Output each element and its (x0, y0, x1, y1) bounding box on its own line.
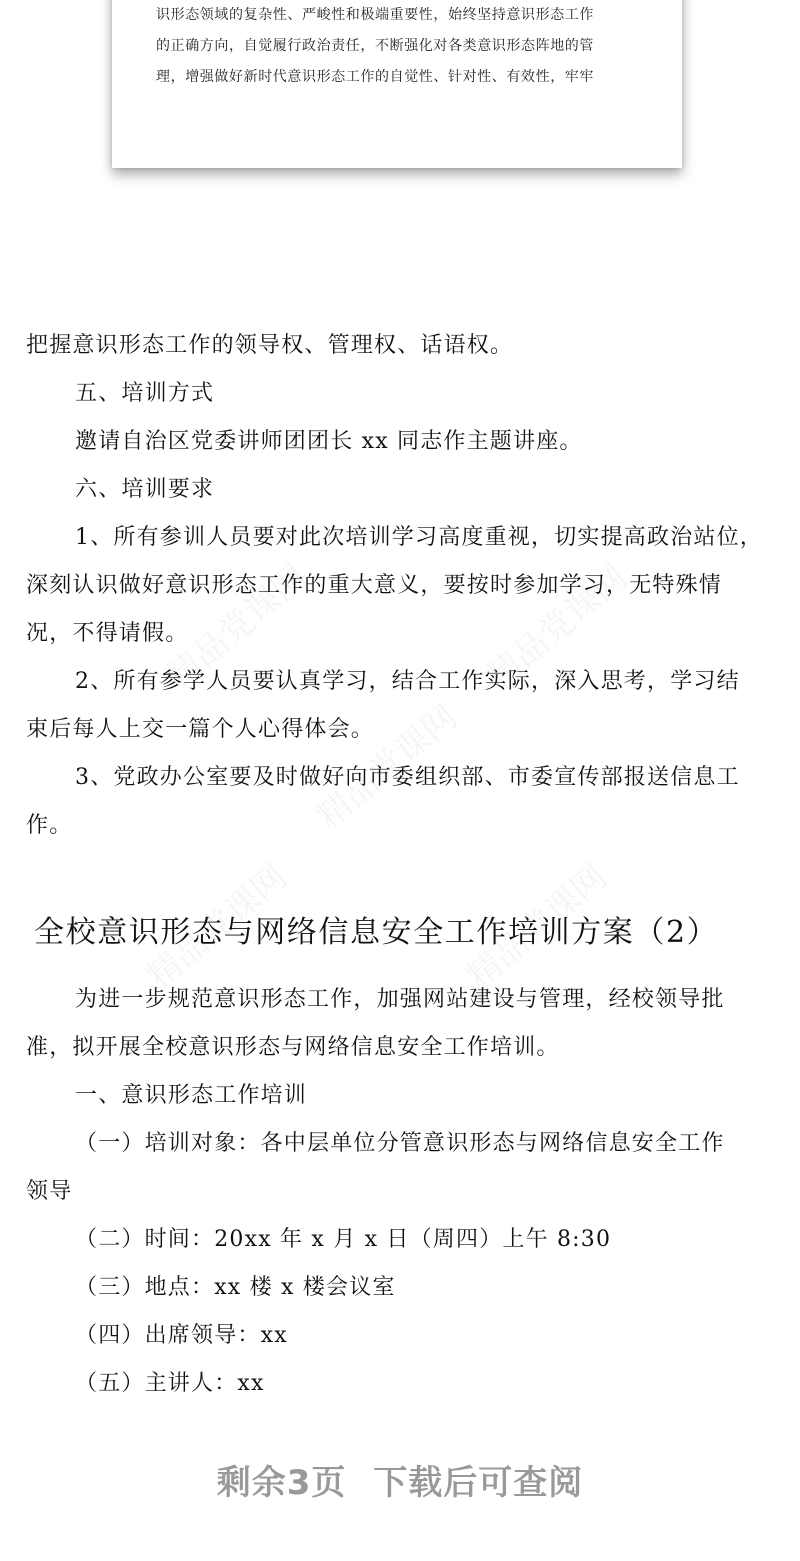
paragraph-line: 3、党政办公室要及时做好向市委组织部、市委宣传部报送信息工 (75, 765, 740, 790)
download-to-view-text: 下载后可查阅 (373, 1463, 584, 1503)
paragraph-line: 准，拟开展全校意识形态与网络信息安全工作培训。 (26, 1035, 560, 1060)
heading-ideology-training: 一、意识形态工作培训 (75, 1083, 308, 1108)
document-body-section1 (26, 322, 778, 850)
paragraph-line: 邀请自治区党委讲师团团长 xx 同志作主题讲座。 (75, 429, 583, 454)
paragraph-line: 深刻认识做好意识形态工作的重大意义，要按时参加学习，无特殊情 (26, 573, 723, 598)
paragraph-line: 1、所有参训人员要对此次培训学习高度重视，切实提高政治站位， (75, 525, 763, 550)
preview-line: 理，增强做好新时代意识形态工作的自觉性、针对性、有效性，牢牢 (156, 69, 594, 85)
paragraph-line: （四）出席领导：xx (75, 1323, 288, 1348)
paragraph-line: 作。 (26, 813, 73, 838)
paragraph-line: （五）主讲人：xx (75, 1371, 265, 1396)
document-preview-card (112, 0, 682, 168)
preview-text (156, 0, 646, 93)
paragraph-line: 为进一步规范意识形态工作，加强网站建设与管理，经校领导批 (75, 987, 725, 1012)
paragraph-line: （三）地点：xx 楼 x 楼会议室 (75, 1275, 396, 1300)
paragraph-line: （二）时间：20xx 年 x 月 x 日（周四）上午 8:30 (75, 1227, 612, 1252)
paragraph-line: 领导 (26, 1179, 73, 1204)
paragraph-line: 束后每人上交一篇个人心得体会。 (26, 717, 375, 742)
preview-line: 的正确方向，自觉履行政治责任，不断强化对各类意识形态阵地的管 (156, 38, 594, 54)
paragraph-line: 况，不得请假。 (26, 621, 189, 646)
preview-line: 识形态领域的复杂性、严峻性和极端重要性，始终坚持意识形态工作 (156, 7, 594, 23)
paragraph-line: 把握意识形态工作的领导权、管理权、话语权。 (26, 333, 514, 358)
paragraph-line: （一）培训对象：各中层单位分管意识形态与网络信息安全工作 (75, 1131, 725, 1156)
heading-training-method: 五、培训方式 (75, 381, 215, 406)
document-title: 全校意识形态与网络信息安全工作培训方案（2） (34, 915, 719, 950)
document-body-section2 (26, 976, 778, 1408)
download-prompt[interactable] (0, 1456, 800, 1510)
heading-training-requirements: 六、培训要求 (75, 477, 215, 502)
paragraph-line: 2、所有参学人员要认真学习，结合工作实际，深入思考，学习结 (75, 669, 740, 694)
remaining-pages-text: 剩余3页 (216, 1463, 347, 1503)
